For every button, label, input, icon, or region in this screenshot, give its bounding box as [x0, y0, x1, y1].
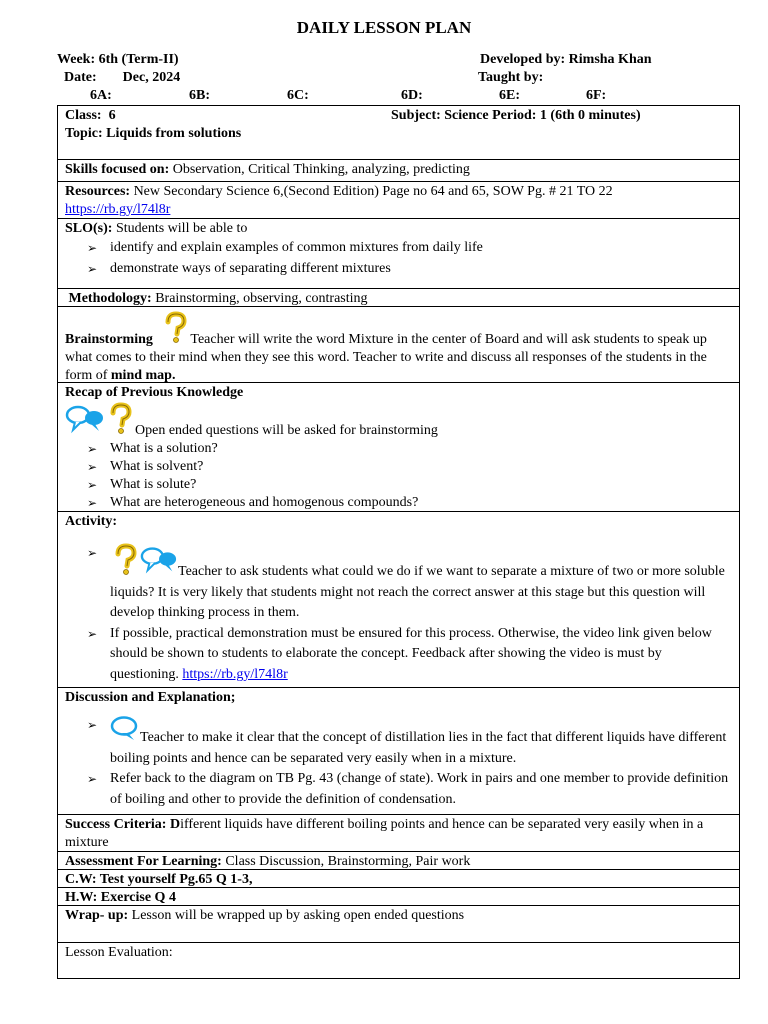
- evaluation-label: Lesson Evaluation:: [65, 945, 173, 960]
- resources-link[interactable]: https://rb.gy/l74l8r: [65, 202, 171, 217]
- activity-label: Activity:: [65, 514, 118, 529]
- question-mark-icon: [160, 311, 190, 349]
- assessment-value: Class Discussion, Brainstorming, Pair work: [225, 854, 471, 869]
- taught-by-label: Taught by:: [478, 70, 544, 85]
- methodology-section: [58, 289, 739, 307]
- activity-list: [65, 543, 732, 686]
- brainstorming-label: Brainstorming: [65, 332, 153, 347]
- discussion-item: ➢ Teacher to make it clear that the concept of distillation lies in the fact that different liquids have different boiling points and hence can be separated very easily when in a mixture.: [87, 715, 732, 769]
- class-value: 6: [108, 108, 116, 123]
- brainstorming-text: Teacher will write the word Mixture in the center of Board and will ask students to speak up what comes to their mind when they see this word. Teacher to write and discuss all responses of the students in the form of: [65, 332, 707, 383]
- resources-label: Resources:: [65, 184, 131, 199]
- discussion-section: [58, 688, 739, 815]
- recap-item: ➢ What is a solution?: [87, 440, 732, 458]
- class-label: Class:: [65, 108, 102, 123]
- speech-bubble-icon: [110, 715, 140, 749]
- success-criteria-section: [58, 815, 739, 852]
- resources-section: [58, 182, 739, 219]
- recap-label: Recap of Previous Knowledge: [65, 385, 244, 400]
- methodology-value: Brainstorming, observing, contrasting: [155, 291, 368, 306]
- class-topic-section: [58, 106, 739, 160]
- slo-section: [58, 219, 739, 289]
- section-6a: 6A:: [90, 88, 112, 103]
- week-label: Week: 6th (Term-II): [57, 52, 179, 67]
- wrapup-section: [58, 906, 739, 943]
- slo-list: [65, 238, 732, 279]
- slo-intro: Students will be able to: [115, 221, 248, 236]
- lesson-plan-table: [57, 105, 740, 979]
- evaluation-section: [58, 943, 739, 978]
- recap-section: [58, 383, 739, 512]
- topic-label: Topic:: [65, 126, 103, 141]
- recap-item: ➢ What is solvent?: [87, 458, 732, 476]
- subject-label: Subject: Science Period: 1 (6th 0 minutes): [391, 108, 641, 123]
- activity-section: [58, 512, 739, 688]
- discussion-list: [65, 715, 732, 810]
- brainstorming-section: [58, 307, 739, 383]
- success-value: ifferent liquids have different boiling points and hence can be separated very easily when in a mixture: [65, 817, 704, 850]
- wrapup-value: Lesson will be wrapped up by asking open ended questions: [131, 908, 465, 923]
- speech-bubbles-icon: [140, 545, 178, 583]
- date-row: [64, 70, 180, 86]
- skills-value: Observation, Critical Thinking, analyzing, predicting: [172, 162, 470, 177]
- skills-label: Skills focused on:: [65, 162, 170, 177]
- resources-value: New Secondary Science 6,(Second Edition) Page no 64 and 65, SOW Pg. # 21 TO 22: [133, 184, 613, 199]
- topic-value: Liquids from solutions: [106, 126, 242, 141]
- recap-list: [65, 440, 732, 512]
- brainstorming-bold-end: mind map.: [110, 368, 176, 383]
- skills-section: [58, 160, 739, 182]
- video-link[interactable]: https://rb.gy/l74l8r: [182, 666, 288, 682]
- question-mark-icon: [110, 543, 140, 583]
- methodology-label: Methodology:: [68, 291, 152, 306]
- recap-item: ➢ What are heterogeneous and homogenous compounds?: [87, 494, 732, 512]
- assessment-section: [58, 852, 739, 870]
- homework-section: H.W: Exercise Q 4: [58, 888, 739, 906]
- question-mark-icon: [105, 402, 135, 440]
- speech-bubbles-icon: [65, 404, 105, 440]
- activity-item: ➢ Teacher to ask students what could we do if we want to separate a mixture of two or more soluble liquids? It is very likely that students might not reach the correct answer at this stage but this question will develop thinking process in them.: [87, 543, 732, 624]
- date-label: Date:: [64, 70, 97, 85]
- date-value: Dec, 2024: [122, 70, 181, 85]
- slo-label: SLO(s):: [65, 221, 113, 236]
- developed-by-label: Developed by: Rimsha Khan: [480, 52, 652, 67]
- slo-item: ➢ demonstrate ways of separating different mixtures: [87, 259, 732, 280]
- wrapup-label: Wrap- up:: [65, 908, 129, 923]
- recap-item: ➢ What is solute?: [87, 476, 732, 494]
- activity-item: ➢ If possible, practical demonstration must be ensured for this process. Otherwise, the video link given below should be shown to students to elaborate the concept. Feedback after showing the video is must by questioning. https://rb.gy/l74l8r: [87, 624, 732, 686]
- recap-intro: Open ended questions will be asked for brainstorming: [135, 423, 438, 438]
- section-6e: 6E:: [499, 88, 520, 103]
- section-6f: 6F:: [586, 88, 607, 103]
- assessment-label: Assessment For Learning:: [65, 854, 222, 869]
- success-label: Success Criteria: D: [65, 817, 181, 832]
- section-6b: 6B:: [189, 88, 210, 103]
- classwork-section: C.W: Test yourself Pg.65 Q 1-3,: [58, 870, 739, 888]
- section-6d: 6D:: [401, 88, 423, 103]
- discussion-item: ➢ Refer back to the diagram on TB Pg. 43 (change of state). Work in pairs and one member to provide definition of boiling and other to provide the definition of condensation.: [87, 769, 732, 810]
- page-title: DAILY LESSON PLAN: [296, 18, 472, 37]
- discussion-label: Discussion and Explanation;: [65, 690, 236, 705]
- section-6c: 6C:: [287, 88, 309, 103]
- slo-item: ➢ identify and explain examples of common mixtures from daily life: [87, 238, 732, 259]
